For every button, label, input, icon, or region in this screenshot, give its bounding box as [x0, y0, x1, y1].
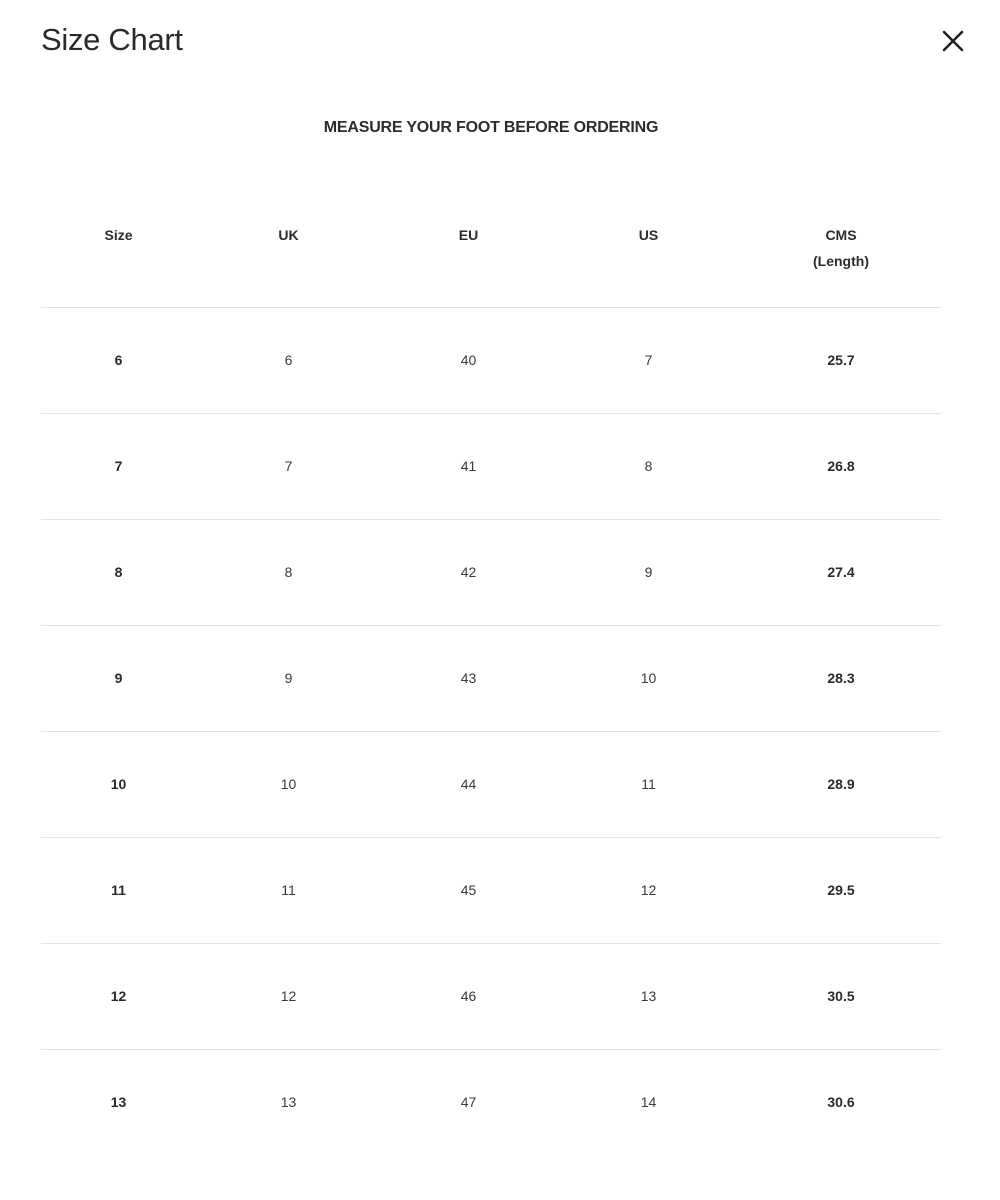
- table-row: [41, 519, 941, 625]
- cell-eu: 43: [381, 625, 556, 731]
- cell-eu: 42: [381, 519, 556, 625]
- cell-cms: 29.5: [741, 837, 941, 943]
- cell-cms: 25.7: [741, 307, 941, 413]
- cell-size: 12: [41, 943, 196, 1049]
- cell-size: 7: [41, 413, 196, 519]
- cell-us: 9: [556, 519, 741, 625]
- measure-instruction: MEASURE YOUR FOOT BEFORE ORDERING: [323, 119, 659, 136]
- close-icon: [941, 29, 965, 53]
- cell-eu: 47: [460, 1094, 477, 1111]
- cell-size: 13: [110, 1094, 127, 1111]
- cell-eu: 41: [381, 413, 556, 519]
- cell-uk: 6: [196, 307, 381, 413]
- cell-eu: 46: [381, 943, 556, 1049]
- cell-uk: 13: [280, 1094, 297, 1111]
- cell-uk: 10: [196, 731, 381, 837]
- cell-size: 10: [41, 731, 196, 837]
- cell-size: 8: [41, 519, 196, 625]
- cell-us: 11: [556, 731, 741, 837]
- cell-us: 13: [556, 943, 741, 1049]
- cell-eu: 40: [381, 307, 556, 413]
- header-cms-label: CMS: [825, 227, 857, 243]
- header-eu: EU: [381, 200, 556, 307]
- cell-cms: 30.5: [741, 943, 941, 1049]
- cell-size: 9: [41, 625, 196, 731]
- cell-cms: 28.9: [741, 731, 941, 837]
- table-row: [41, 731, 941, 837]
- cell-cms: 28.3: [741, 625, 941, 731]
- table-header-row: [41, 200, 941, 307]
- table-row: [41, 943, 941, 1049]
- cell-uk: 7: [196, 413, 381, 519]
- cell-cms: 27.4: [741, 519, 941, 625]
- cell-uk: 11: [196, 837, 381, 943]
- cell-us: 14: [640, 1094, 657, 1111]
- table-row: [41, 307, 941, 413]
- table-row: [41, 625, 941, 731]
- cell-size: 6: [41, 307, 196, 413]
- cell-uk: 9: [196, 625, 381, 731]
- table-row: [41, 413, 941, 519]
- header-size: Size: [41, 200, 196, 307]
- size-table: [41, 200, 941, 1155]
- table-row: [41, 837, 941, 943]
- header-cms: [741, 200, 941, 307]
- cell-cms: 30.6: [827, 1094, 855, 1111]
- cell-uk: 8: [196, 519, 381, 625]
- header-uk: UK: [196, 200, 381, 307]
- cell-eu: 44: [381, 731, 556, 837]
- cell-us: 12: [556, 837, 741, 943]
- cell-eu: 45: [381, 837, 556, 943]
- cell-us: 7: [556, 307, 741, 413]
- cell-size: 11: [41, 837, 196, 943]
- cell-cms: 26.8: [741, 413, 941, 519]
- cell-us: 8: [556, 413, 741, 519]
- modal-title: Size Chart: [41, 22, 183, 57]
- table-row: [41, 1049, 941, 1155]
- cell-uk: 12: [196, 943, 381, 1049]
- cell-us: 10: [556, 625, 741, 731]
- header-us: US: [556, 200, 741, 307]
- close-button[interactable]: [934, 22, 972, 60]
- header-cms-unit: (Length): [813, 253, 869, 269]
